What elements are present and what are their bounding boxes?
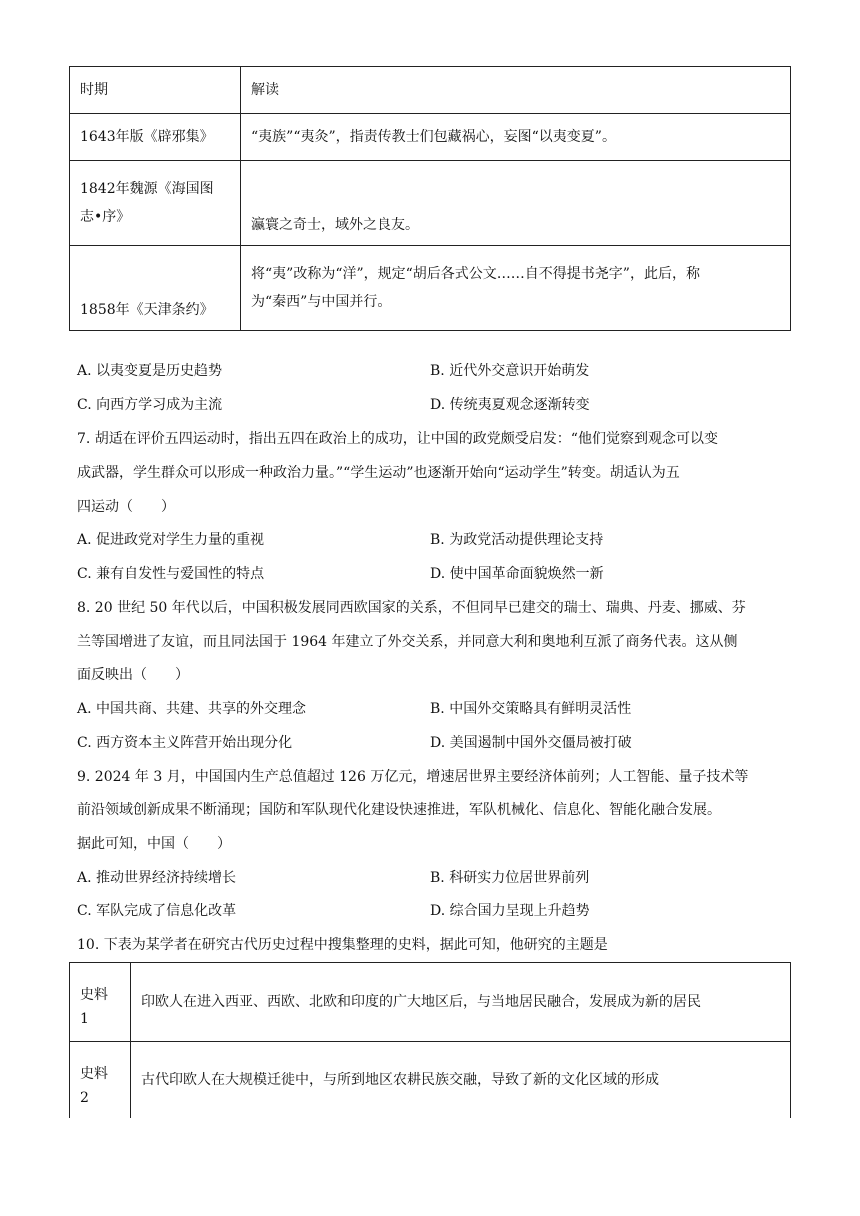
q9-stem-line: 9. 2024 年 3 月，中国国内生产总值超过 126 万亿元，增速居世界主要经济体前列；人工智能、量子技术等 bbox=[77, 769, 749, 785]
q9-stem-line: 前沿领域创新成果不断涌现；国防和军队现代化建设快速推进，军队机械化、信息化、智能化融合发展。 bbox=[77, 802, 721, 818]
q8-option-d: D. 美国遏制中国外交僵局被打破 bbox=[430, 735, 632, 751]
period-cell bbox=[70, 161, 241, 246]
interpretation-line: 为“秦西”与中国并行。 bbox=[251, 294, 392, 310]
table-row bbox=[70, 161, 791, 246]
table-row bbox=[70, 1042, 791, 1119]
q8-stem-line: 面反映出（ ） bbox=[77, 667, 189, 683]
table-row bbox=[70, 246, 791, 331]
header-interpretation: 解读 bbox=[241, 67, 791, 114]
q8-option-b: B. 中国外交策略具有鲜明灵活性 bbox=[430, 701, 632, 717]
interpretation-line: 将“夷”改称为“洋”，规定“胡后各式公文……自不得提书尧字”，此后，称 bbox=[251, 266, 700, 282]
header-period: 时期 bbox=[70, 67, 241, 114]
table-row bbox=[70, 114, 791, 161]
q7-stem-line: 成武器，学生群众可以形成一种政治力量。”“学生运动”也逐渐开始向“运动学生”转变。胡适认为五 bbox=[77, 465, 680, 481]
q6-option-a: A. 以夷变夏是历史趋势 bbox=[77, 363, 223, 379]
q10-table bbox=[69, 962, 791, 1118]
q6-table bbox=[69, 66, 791, 331]
q9-option-d: D. 综合国力呈现上升趋势 bbox=[430, 903, 590, 919]
q7-option-b: B. 为政党活动提供理论支持 bbox=[430, 532, 604, 548]
q7-stem-line: 7. 胡适在评价五四运动时，指出五四在政治上的成功，让中国的政党颇受启发：“他们觉察到观念可以变 bbox=[77, 431, 718, 447]
interpretation-cell bbox=[241, 246, 791, 331]
q6-option-c: C. 向西方学习成为主流 bbox=[77, 397, 223, 413]
q7-stem-line: 四运动（ ） bbox=[77, 499, 175, 515]
q6-option-b: B. 近代外交意识开始萌发 bbox=[430, 363, 590, 379]
source-text: 印欧人在进入西亚、西欧、北欧和印度的广大地区后，与当地居民融合，发展成为新的居民 bbox=[131, 963, 791, 1042]
q6-option-d: D. 传统夷夏观念逐渐转变 bbox=[430, 397, 590, 413]
q7-option-c: C. 兼有自发性与爱国性的特点 bbox=[77, 566, 265, 582]
interpretation-cell: 瀛寰之奇士，域外之良友。 bbox=[241, 161, 791, 246]
q8-stem-line: 8. 20 世纪 50 年代以后，中国积极发展同西欧国家的关系，不但同早已建交的瑞士、瑞典、丹麦、挪威、芬 bbox=[77, 600, 746, 616]
table-header-row bbox=[70, 67, 791, 114]
q7-option-d: D. 使中国革命面貌焕然一新 bbox=[430, 566, 604, 582]
q9-option-b: B. 科研实力位居世界前列 bbox=[430, 870, 590, 886]
q7-option-a: A. 促进政党对学生力量的重视 bbox=[77, 532, 265, 548]
source-text: 古代印欧人在大规模迁徙中，与所到地区农耕民族交融，导致了新的文化区域的形成 bbox=[131, 1042, 791, 1119]
period-cell: 1858年《天津条约》 bbox=[70, 246, 241, 331]
table-row bbox=[70, 963, 791, 1042]
q9-option-c: C. 军队完成了信息化改革 bbox=[77, 903, 237, 919]
q8-option-c: C. 西方资本主义阵营开始出现分化 bbox=[77, 735, 293, 751]
q10-stem: 10. 下表为某学者在研究古代历史过程中搜集整理的史料，据此可知，他研究的主题是 bbox=[77, 937, 608, 953]
q8-stem-line: 兰等国增进了友谊，而且同法国于 1964 年建立了外交关系，并同意大利和奥地利互派了商务代表。这从侧 bbox=[77, 634, 738, 650]
q9-option-a: A. 推动世界经济持续增长 bbox=[77, 870, 237, 886]
period-cell: 1643年版《辟邪集》 bbox=[70, 114, 241, 161]
period-cell-line: 志•序》 bbox=[80, 209, 131, 225]
period-cell-line: 1842年魏源《海国图 bbox=[80, 181, 214, 197]
q8-option-a: A. 中国共商、共建、共享的外交理念 bbox=[77, 701, 307, 717]
source-label: 史料 1 bbox=[70, 963, 131, 1042]
source-label: 史料 2 bbox=[70, 1042, 131, 1119]
interpretation-cell: “夷族”“夷灸”，指责传教士们包藏祸心，妄图“以夷变夏”。 bbox=[241, 114, 791, 161]
q9-stem-line: 据此可知，中国（ ） bbox=[77, 836, 231, 852]
